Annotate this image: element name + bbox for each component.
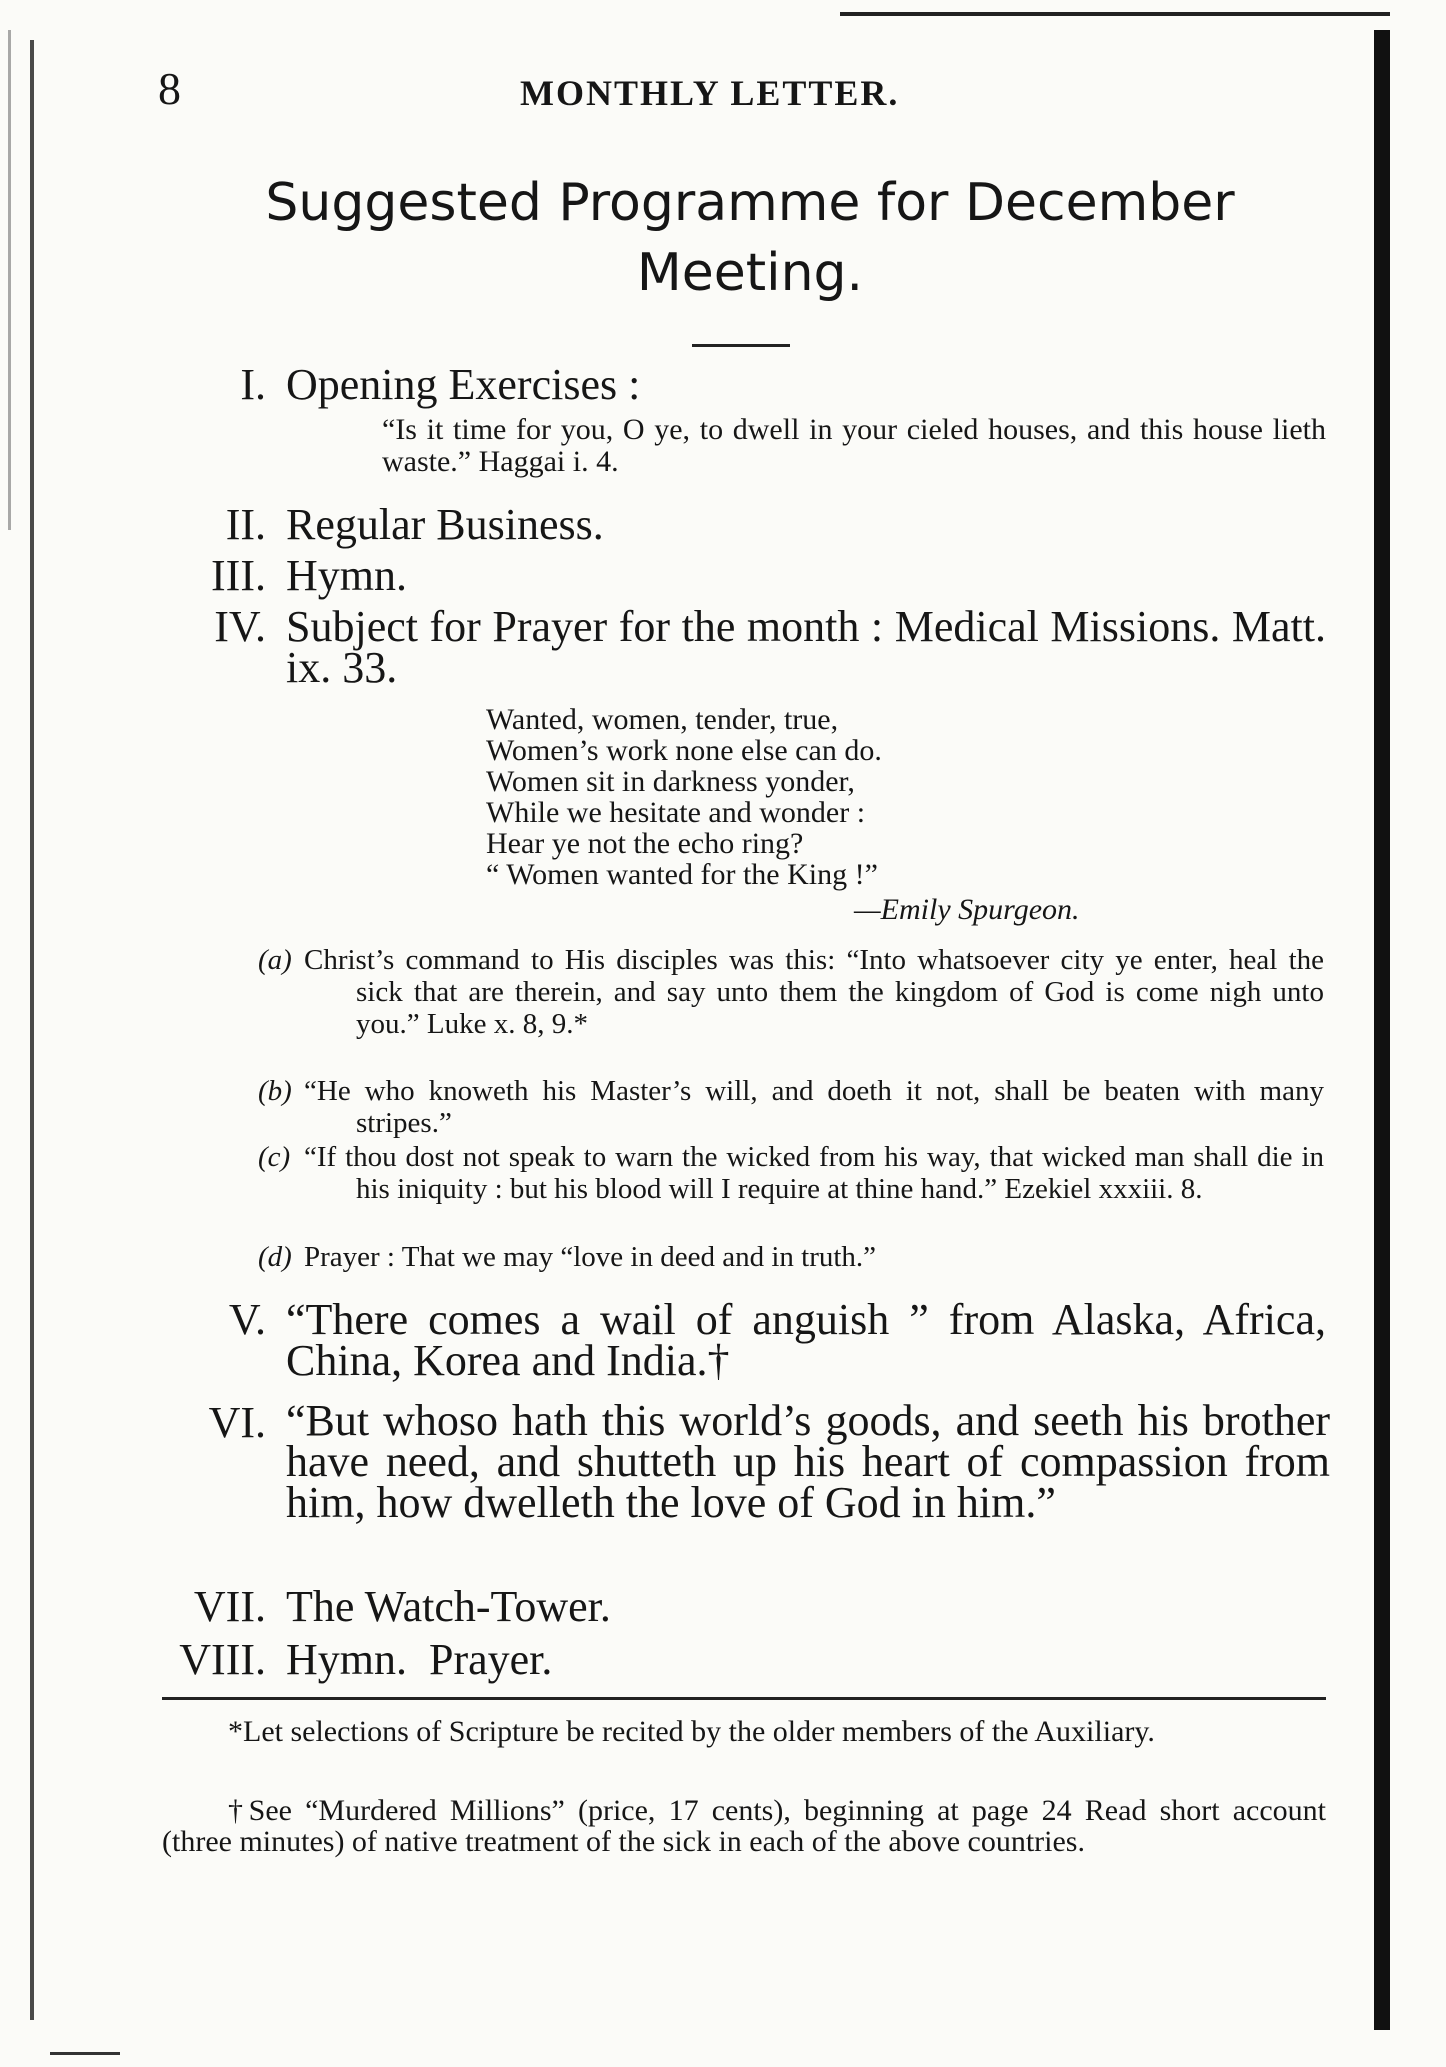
subpoint-a [258,944,1324,1040]
item-number: V. [228,1295,266,1344]
footnote-text: *Let selections of Scripture be recited by the older members of the Auxiliary. [228,1715,1155,1748]
item-regular-business: Regular Business. [286,500,604,549]
item-wail-of-anguish: “There comes a wail of anguish ” from Alaska, Africa, China, Korea and India.† [286,1295,1326,1385]
item-watch-tower: The Watch-Tower. [286,1582,611,1631]
poem-line: Hear ye not the echo ring? [486,827,804,860]
page-right-edge [1374,30,1390,2030]
item-subject-for-prayer: Subject for Prayer for the month : Medical Missions. Matt. ix. 33. [286,602,1326,692]
title-divider [692,344,790,347]
item-worlds-goods: “But whoso hath this world’s goods, and seeth his brother have need, and shutteth up his heart of compassion from him, how dwelleth the love of God in him.” [286,1396,1330,1527]
page-number: 8 [158,63,181,114]
poem-line: Wanted, women, tender, true, [486,703,839,736]
footnote-murdered-millions [162,1795,1326,1857]
item-number: VIII. [179,1635,266,1684]
subpoint-text: Prayer : That we may “love in deed and in truth.” [304,1241,877,1273]
item-hymn: Hymn. [286,551,407,600]
title-line-2: Meeting. [636,243,864,303]
item-number: VI. [208,1398,266,1447]
subpoint-d [258,1241,1324,1273]
item-number: II. [225,500,266,549]
subpoint-label: (c) [258,1141,291,1173]
running-title: MONTHLY LETTER. [520,73,900,113]
footnote-divider [162,1697,1326,1700]
page-binding-edge [30,40,34,2020]
subpoint-label: (d) [258,1241,292,1273]
poem-attribution: —Emily Spurgeon. [854,893,1080,926]
title-line-1: Suggested Programme for December [265,173,1235,233]
item-opening-exercises: Opening Exercises : [286,360,641,409]
poem-line: “ Women wanted for the King !” [486,858,878,891]
subpoint-text: “If thou dost not speak to warn the wicked from his way, that wicked man shall die in his iniquity : but his blood will I require at thine hand.” Ezekiel xxxiii. 8. [304,1141,1324,1205]
poem [486,704,882,890]
top-edge-rule [840,12,1390,16]
item-number: IV. [214,602,266,651]
item-number: VII. [193,1582,266,1631]
poem-line: Women sit in darkness yonder, [486,765,855,798]
subpoint-label: (a) [258,944,292,976]
poem-line: Women’s work none else can do. [486,734,882,767]
item-hymn-prayer: Hymn. Prayer. [286,1635,553,1684]
subpoint-c [258,1141,1324,1205]
subpoint-label: (b) [258,1075,292,1107]
bottom-edge-mark [50,2052,120,2055]
subpoint-text: “He who knoweth his Master’s will, and doeth it not, shall be beaten with many stripes.” [304,1075,1324,1139]
subpoint-b [258,1075,1324,1139]
page-title [200,168,1300,308]
footnote-text: †See “Murdered Millions” (price, 17 cents), beginning at page 24 Read short account (three minutes) of native treatment of the sick in each of the above countries. [162,1794,1326,1858]
page-scan-edge [8,30,11,530]
item-number: III. [211,551,266,600]
footnote-scripture [162,1716,1326,1747]
opening-verse: “Is it time for you, O ye, to dwell in your cieled houses, and this house lieth waste.” Haggai i. 4. [382,413,1326,478]
poem-line: While we hesitate and wonder : [486,796,866,829]
item-number: I. [240,360,266,409]
subpoint-text: Christ’s command to His disciples was this: “Into whatsoever city ye enter, heal the sick that are therein, and say unto them the kingdom of God is come nigh unto you.” Luke x. 8, 9.* [304,944,1324,1040]
